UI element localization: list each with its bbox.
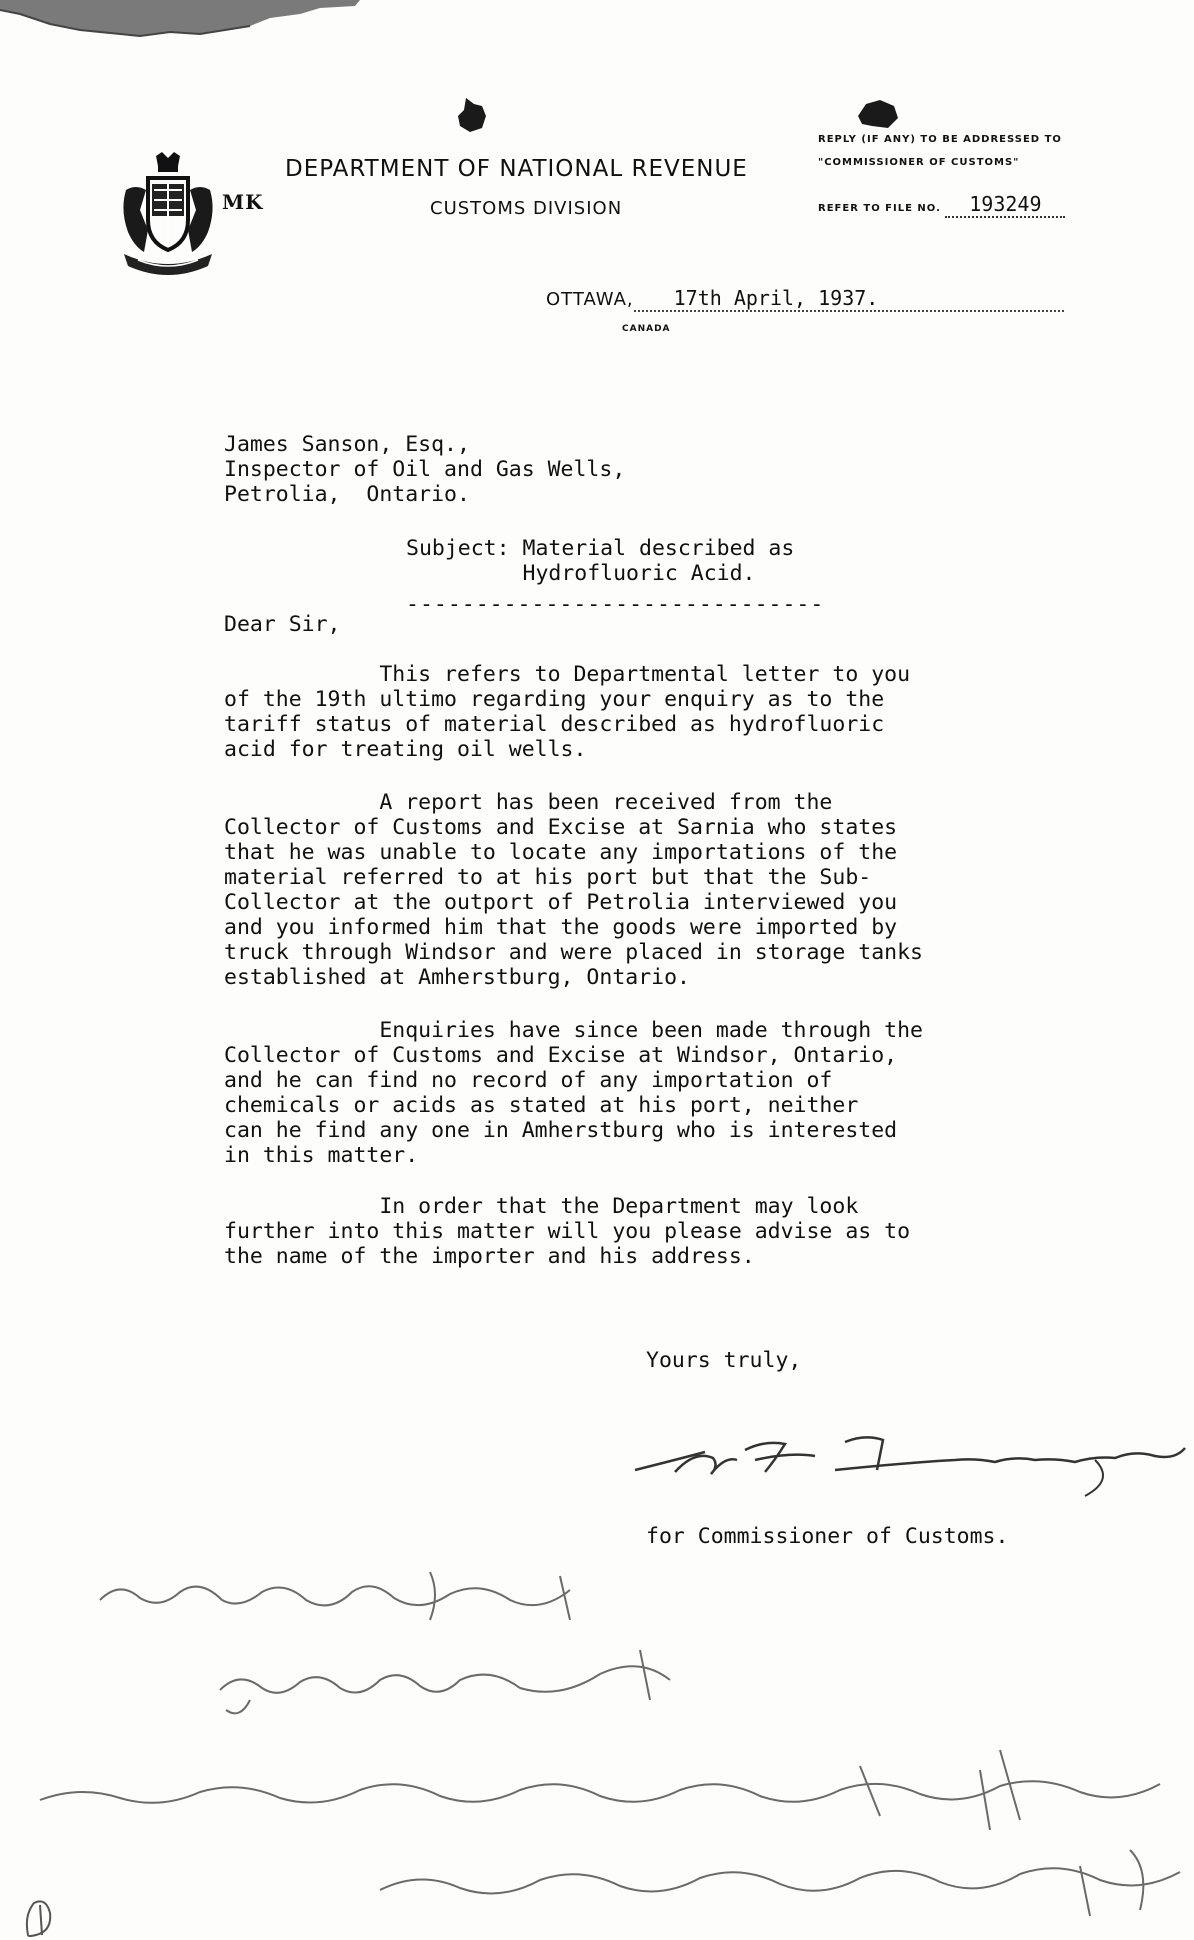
coat-of-arms-icon: [118, 150, 218, 285]
closing: Yours truly,: [646, 1348, 802, 1373]
department-title: DEPARTMENT OF NATIONAL REVENUE: [285, 156, 748, 182]
file-number: 193249: [969, 192, 1042, 216]
burn-hole-icon: [852, 96, 902, 132]
handwritten-notes-icon: [0, 1570, 1194, 1940]
torn-edge-icon: [0, 0, 360, 40]
page-mark-icon: [20, 1895, 60, 1940]
dateline-country: CANADA: [622, 324, 671, 334]
reply-instruction: REPLY (IF ANY) TO BE ADDRESSED TO: [818, 134, 1062, 145]
signatory-line: for Commissioner of Customs.: [646, 1524, 1009, 1549]
letter-date: 17th April, 1937.: [634, 286, 1064, 312]
file-reference: [818, 192, 1065, 218]
body-paragraph: A report has been received from the Collector of Customs and Excise at Sarnia who states that he was unable to locate any importations of the material referred to at his port but that the Sub- Collector at the outport of Petrolia interviewed you and you informed him that the goods were imported by truck through Windsor and were placed in storage tanks established at Amherstburg, Ontario.: [224, 790, 923, 990]
dateline: [546, 286, 1064, 312]
handwritten-signature-icon: [615, 1400, 1194, 1500]
burn-hole-icon: [452, 96, 492, 136]
subject-underline: ------------------------------: [406, 592, 825, 617]
subject-line: Subject: Material described as Hydrofluoric Acid.: [406, 536, 795, 586]
commissioner-line: "COMMISSIONER OF CUSTOMS": [818, 157, 1020, 168]
refer-label: REFER TO FILE NO.: [818, 203, 941, 214]
body-paragraph: Enquiries have since been made through the Collector of Customs and Excise at Windsor, Ontario, and he can find no record of any importation of chemicals or acids as stated at his port, neither can he find any one in Amherstburg who is interested in this matter.: [224, 1018, 923, 1168]
file-mark: MK: [222, 190, 264, 214]
body-paragraph: This refers to Departmental letter to you of the 19th ultimo regarding your enquiry as to the tariff status of material described as hydrofluoric acid for treating oil wells.: [224, 662, 911, 762]
dateline-city: OTTAWA,: [546, 289, 634, 310]
division-title: CUSTOMS DIVISION: [430, 198, 623, 219]
body-paragraph: In order that the Department may look further into this matter will you please advise as to the name of the importer and his address.: [224, 1194, 911, 1269]
recipient-address: James Sanson, Esq., Inspector of Oil and Gas Wells, Petrolia, Ontario.: [224, 432, 626, 507]
salutation: Dear Sir,: [224, 612, 341, 637]
